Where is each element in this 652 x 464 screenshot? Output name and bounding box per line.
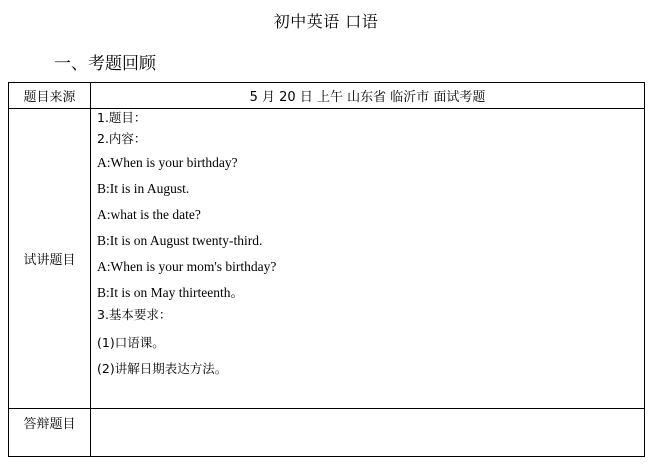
trial-content: [91, 109, 645, 409]
source-label: 题目来源: [9, 83, 91, 109]
trial-row: [9, 109, 645, 409]
trial-line: 2.内容：: [97, 131, 147, 146]
document-title: 初中英语 口语: [273, 12, 379, 31]
trial-line: (2)讲解日期表达方法。: [97, 361, 228, 376]
trial-line: 1.题目：: [97, 110, 147, 125]
trial-line: (1)口语课。: [97, 335, 165, 350]
section-heading: 一、考题回顾: [54, 54, 156, 74]
defense-row: [9, 409, 645, 457]
source-value: 5 月 20 日 上午 山东省 临沂市 面试考题: [91, 83, 645, 109]
trial-line: 3.基本要求：: [97, 307, 172, 322]
defense-value: [91, 409, 645, 457]
trial-line: B:It is on May thirteenth。: [97, 285, 244, 300]
trial-label: 试讲题目: [9, 109, 91, 409]
defense-label: 答辩题目: [9, 409, 91, 457]
trial-line: B:It is in August.: [97, 181, 190, 196]
exam-table: [8, 82, 645, 457]
trial-line: B:It is on August twenty-third.: [97, 233, 263, 248]
trial-line: A:When is your mom's birthday?: [97, 259, 277, 274]
trial-line: A:what is the date?: [97, 207, 201, 222]
source-row: [9, 83, 645, 109]
trial-line: A:When is your birthday?: [97, 155, 238, 170]
